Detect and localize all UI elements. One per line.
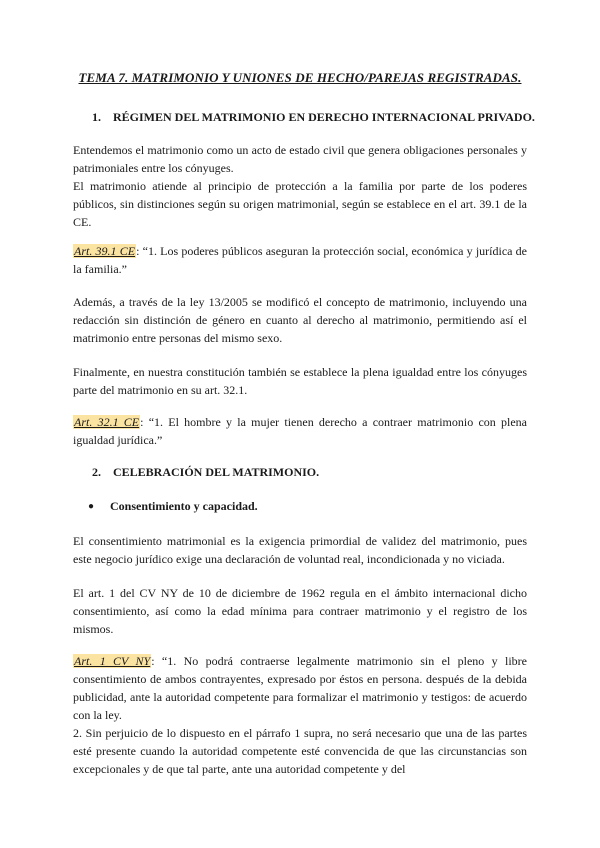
article-reference-39-1: Art. 39.1 CE [74, 244, 136, 258]
section-1-title: RÉGIMEN DEL MATRIMONIO EN DERECHO INTERNACIONAL PRIVADO. [113, 110, 535, 124]
quote-text-39-1: : “1. Los poderes públicos aseguran la protección social, económica y jurídica de la familia.” [73, 244, 528, 276]
article-reference-cv-ny: Art. 1 CV NY [74, 654, 151, 668]
paragraph-7: 2. Sin perjuicio de lo dispuesto en el párrafo 1 supra, no será necesario que una de las partes esté presente cuando la autoridad competente esté convencida de que las circunstancias son excepcionales y de que tal parte, ante una autoridad competente y del [73, 726, 527, 776]
paragraph-marriage-definition [73, 141, 527, 231]
bullet-consent-capacity: Consentimiento y capacidad. [110, 499, 258, 513]
section-1-number: 1. [92, 110, 101, 124]
article-reference-32-1: Art. 32.1 CE [74, 415, 140, 429]
section-1-heading [92, 110, 535, 125]
paragraph-1: Entendemos el matrimonio como un acto de estado civil que genera obligaciones personales y patrimoniales entre los cónyuges. [73, 143, 527, 175]
bullet-dot: ● [88, 501, 95, 512]
section-2-title: CELEBRACIÓN DEL MATRIMONIO. [113, 465, 320, 479]
quote-art-1-cv-ny [73, 652, 527, 778]
section-2-number: 2. [92, 465, 101, 479]
paragraph-3: Además, a través de la ley 13/2005 se modificó el concepto de matrimonio, incluyendo una redacción sin distinción de género en cuanto al derecho al matrimonio, permitiendo así el matrimonio entre personas del mismo sexo. [73, 295, 527, 345]
paragraph-5: El consentimiento matrimonial es la exigencia primordial de validez del matrimonio, pues este negocio jurídico exige una declaración de voluntad real, incondicionada y no viciada. [73, 534, 527, 566]
quote-text-32-1: : “1. El hombre y la mujer tienen derecho a contraer matrimonio con plena igualdad jurídica.” [73, 415, 527, 447]
paragraph-2: El matrimonio atiende al principio de protección a la familia por parte de los poderes públicos, sin distinciones según su origen matrimonial, según se establece en el art. 39.1 de la CE. [73, 179, 527, 229]
quote-text-cv-ny: : “1. No podrá contraerse legalmente matrimonio sin el pleno y libre consentimiento de ambos contrayentes, expresado por éstos en persona. después de la debida publicidad, ante la autoridad competente para formalizar el matrimonio y testigos: de acuerdo con la ley. [73, 654, 527, 722]
quote-art-32-1 [73, 413, 527, 449]
paragraph-4: Finalmente, en nuestra constitución también se establece la plena igualdad entre los cónyuges parte del matrimonio en su art. 32.1. [73, 365, 527, 397]
paragraph-6: El art. 1 del CV NY de 10 de diciembre de 1962 regula en el ámbito internacional dicho consentimiento, así como la edad mínima para contraer matrimonio y el registro de los mismos. [73, 586, 527, 636]
quote-art-39-1 [73, 242, 527, 278]
document-title: TEMA 7. MATRIMONIO Y UNIONES DE HECHO/PAREJAS REGISTRADAS. [78, 70, 522, 85]
section-2-heading [92, 465, 319, 480]
